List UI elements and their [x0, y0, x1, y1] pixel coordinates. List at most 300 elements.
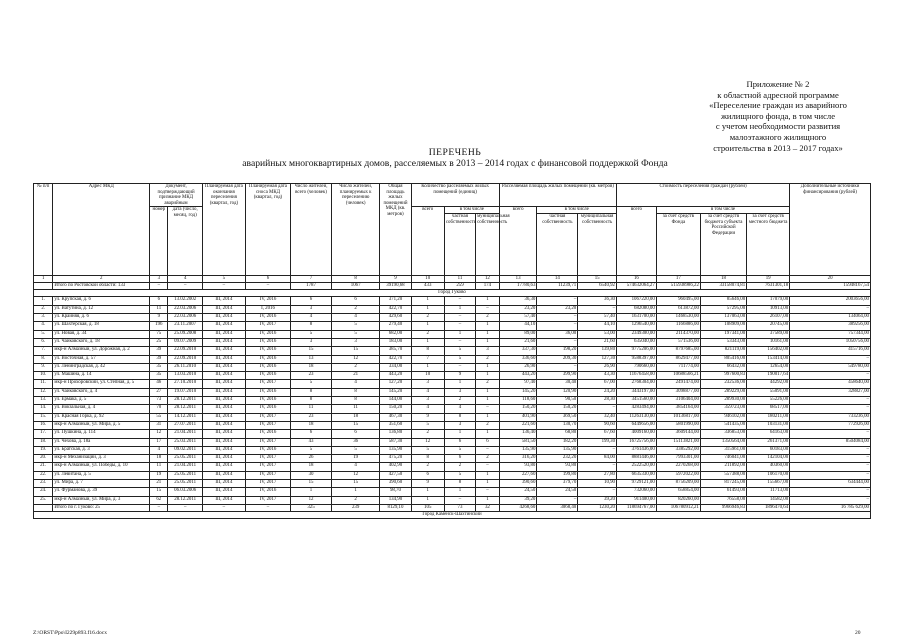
table-cell: 9.	[34, 363, 53, 371]
table-cell: 24,50	[537, 488, 578, 496]
header-area-private: частная собственность	[537, 213, 578, 275]
table-cell: 60183,00	[747, 446, 790, 454]
table-cell: –	[444, 363, 475, 371]
table-cell: 1230,20	[578, 504, 617, 512]
table-cell: 221,60	[499, 421, 537, 429]
table-row	[34, 405, 871, 413]
table-cell: –	[537, 363, 578, 371]
table-cell: –	[537, 297, 578, 305]
table-cell: ул. Ермака, д. 5	[53, 397, 150, 405]
table-cell: 199,80	[537, 471, 578, 479]
table-cell: –	[578, 463, 617, 471]
table-cell: 1	[444, 488, 475, 496]
table-cell: –	[537, 314, 578, 322]
table-cell: 199,30	[578, 438, 617, 446]
table-cell: 26107,00	[747, 314, 790, 322]
table-cell: 55226,00	[747, 397, 790, 405]
table-cell: 134064,00	[790, 314, 871, 322]
table-cell: 635040,00	[617, 338, 657, 346]
table-cell: 18	[291, 363, 332, 371]
table-cell: 8	[291, 388, 332, 396]
table-cell: 3106404,00	[656, 397, 700, 405]
table-cell	[34, 282, 53, 290]
header-residents: Число жителей, всего (человек)	[291, 184, 332, 276]
city-heading: Город Гуково	[34, 290, 871, 297]
table-cell: 8881446,00	[617, 455, 657, 463]
table-cell: 3068,40	[537, 504, 578, 512]
table-cell: 1	[444, 430, 475, 438]
header-area: Расселяемая площадь жилых помещений (кв. метров)	[499, 184, 616, 207]
table-cell: I, 2016	[245, 305, 290, 313]
table-cell: –	[578, 305, 617, 313]
header-demolish-date: Планируемая дата сноса МКД (квартал, год)	[245, 184, 290, 276]
table-cell: 2	[331, 496, 379, 504]
table-cell: 150,20	[380, 405, 411, 413]
table-cell: 389256,00	[790, 322, 871, 330]
table-cell: –	[476, 488, 500, 496]
table-cell: 19	[150, 471, 168, 479]
table-cell: 127,30	[578, 355, 617, 363]
table-cell: 371,20	[380, 297, 411, 305]
table-cell: –	[444, 496, 475, 504]
table-cell: III, 2014	[202, 372, 245, 380]
column-number: 17	[656, 275, 700, 282]
table-cell: 20.	[34, 455, 53, 463]
table-cell: –	[790, 397, 871, 405]
table-cell: 150,20	[499, 405, 537, 413]
table-cell: IV, 2016	[245, 430, 290, 438]
table-cell: 5	[331, 330, 379, 338]
table-cell: 581,50	[499, 438, 537, 446]
table-cell: 13.03.2010	[168, 372, 202, 380]
table-cell: 5	[291, 380, 332, 388]
table-cell: –	[790, 305, 871, 313]
table-cell: –	[790, 430, 871, 438]
table-cell: 6540,92	[578, 282, 617, 290]
table-cell: 98,70	[380, 488, 411, 496]
table-cell: –	[790, 405, 871, 413]
table-cell: 4268,60	[499, 504, 537, 512]
table-cell: 25	[150, 338, 168, 346]
table-cell: 134,90	[380, 496, 411, 504]
table-cell: 1296540,00	[617, 322, 657, 330]
table-cell: –	[245, 282, 290, 290]
table-cell: 75	[150, 330, 168, 338]
table-cell: 415716,00	[790, 347, 871, 355]
table-cell: 4009160,00	[617, 430, 657, 438]
footer-page-number: 20	[855, 630, 861, 636]
header-units: Количество расселяемых жилых помещений (единиц)	[411, 184, 499, 207]
table-cell: 289229,00	[700, 388, 746, 396]
table-cell: 145,20	[380, 388, 411, 396]
table-cell: 8756209,00	[656, 480, 700, 488]
table-cell: ул. Чайковского, д. 4	[53, 388, 150, 396]
table-cell: 73	[150, 397, 168, 405]
table-cell: 8	[331, 388, 379, 396]
table-cell: –	[150, 282, 168, 290]
table-cell: III, 2014	[202, 446, 245, 454]
table-cell: 4	[331, 463, 379, 471]
table-cell: 6	[291, 430, 332, 438]
table-cell: 3098877,00	[656, 388, 700, 396]
table-cell: 6.	[34, 338, 53, 346]
table-row	[34, 438, 871, 446]
table-cell: 6	[150, 297, 168, 305]
table-cell: 18	[331, 413, 379, 421]
table-cell: 9588397,00	[617, 355, 657, 363]
table-cell: 1	[444, 305, 475, 313]
table-cell: 21.04.2011	[168, 430, 202, 438]
table-cell: 10136817,00	[656, 413, 700, 421]
table-cell: 6	[331, 297, 379, 305]
table-cell: 22.09.2010	[168, 355, 202, 363]
column-number: 8	[331, 275, 379, 282]
table-cell: 427,50	[380, 471, 411, 479]
table-cell: 35	[150, 372, 168, 380]
table-cell: 1896470,64	[747, 504, 790, 512]
table-cell: 3451560,00	[617, 397, 657, 405]
table-cell: 27.10.2010	[168, 380, 202, 388]
table-row	[34, 388, 871, 396]
table-cell: 733236,00	[790, 413, 871, 421]
table-cell	[34, 504, 53, 512]
table-cell: 613872,00	[656, 305, 700, 313]
table-cell: 1	[411, 322, 444, 330]
table-cell: 8	[411, 455, 444, 463]
table-cell: 4	[331, 380, 379, 388]
header-cost-region: за счет средств бюджета субъекта Российской Федерации	[700, 213, 746, 275]
column-numbers-row	[34, 275, 871, 282]
table-cell: 337,30	[499, 347, 537, 355]
table-cell: 3761436,00	[617, 446, 657, 454]
table-cell: 2.	[34, 305, 53, 313]
table-cell: 757344,00	[790, 330, 871, 338]
table-cell: 32,40	[578, 413, 617, 421]
table-cell: 31	[150, 421, 168, 429]
table-cell: 25.03.2011	[168, 438, 202, 446]
table-cell: 3	[331, 338, 379, 346]
table-cell: 135,90	[499, 446, 537, 454]
table-cell: 120,90	[537, 388, 578, 396]
table-cell: 9775206,00	[617, 347, 657, 355]
table-cell: 772926,00	[790, 421, 871, 429]
table-cell: –	[168, 504, 202, 512]
table-cell: 10	[411, 372, 444, 380]
table-cell: IV, 2016	[245, 330, 290, 338]
table-cell: 8	[444, 413, 475, 421]
column-number: 2	[53, 275, 150, 282]
table-cell: 571536,00	[656, 338, 700, 346]
table-cell: 1	[476, 471, 500, 479]
table-cell: 09.02.2011	[168, 446, 202, 454]
table-cell: 658854,00	[656, 488, 700, 496]
table-cell: 12	[150, 430, 168, 438]
table-cell: 817245,00	[700, 480, 746, 488]
table-cell: 12	[291, 496, 332, 504]
table-cell: III, 2014	[202, 405, 245, 413]
table-cell: Итого по г. Гуково: 25	[53, 504, 150, 512]
table-cell: 9	[444, 372, 475, 380]
table-cell: 20745,00	[747, 322, 790, 330]
table-cell: III, 2014	[202, 430, 245, 438]
table-cell: 28,30	[578, 397, 617, 405]
table-cell: 21,60	[578, 338, 617, 346]
table-cell: 180211,00	[747, 413, 790, 421]
table-cell: III, 2014	[202, 355, 245, 363]
column-number: 16	[617, 275, 657, 282]
table-cell: 3	[291, 338, 332, 346]
table-cell: 549780,00	[790, 363, 871, 371]
table-cell: 13	[291, 355, 332, 363]
table-row	[34, 446, 871, 454]
table-cell: III, 2014	[202, 388, 245, 396]
table-cell: IV, 2017	[245, 463, 290, 471]
column-number: 5	[202, 275, 245, 282]
table-cell: 53,00	[578, 330, 617, 338]
table-cell: 3385292,00	[656, 446, 700, 454]
table-cell: 26,90	[578, 363, 617, 371]
table-cell: 118694767,00	[617, 504, 657, 512]
table-cell: 401,90	[499, 413, 537, 421]
table-cell: IV, 2017	[245, 380, 290, 388]
table-cell: IV, 2017	[245, 322, 290, 330]
table-cell: 14582,00	[747, 496, 790, 504]
table-cell: 279,40	[380, 322, 411, 330]
title-subheading: аварийных многоквартирных домов, расселяемых в 2013 – 2014 годах с финансовой поддержкой Фонда	[242, 158, 668, 169]
table-cell: III, 2014	[202, 363, 245, 371]
table-cell: 44,10	[499, 322, 537, 330]
city-row	[34, 512, 871, 519]
table-cell: 11.	[34, 380, 53, 388]
table-cell: 73	[444, 504, 475, 512]
table-cell: 1	[411, 338, 444, 346]
table-cell: 103131,00	[747, 421, 790, 429]
table-cell: 7631301,18	[747, 282, 790, 290]
table-cell: –	[790, 471, 871, 479]
table-cell: 25.	[34, 496, 53, 504]
table-cell: 106780912,21	[656, 504, 700, 512]
header-document: Документ, подтверждающий признание МКД аварийным	[150, 184, 203, 207]
table-cell: 587,30	[380, 438, 411, 446]
table-cell: 682080,00	[617, 305, 657, 313]
table-cell: 8	[444, 480, 475, 488]
table-cell: IV, 2016	[245, 347, 290, 355]
column-number: 19	[747, 275, 790, 282]
table-cell: мкр-н Алмазный, ул. Победы, д. 10	[53, 463, 150, 471]
table-cell: мкр-н Алмазный, ул. Мира, д. 5	[53, 421, 150, 429]
table-cell: 325	[291, 504, 332, 512]
table-cell: –	[790, 488, 871, 496]
table-cell: 13.	[34, 397, 53, 405]
table-cell: 2	[476, 314, 500, 322]
column-number: 13	[499, 275, 537, 282]
table-cell: 1	[476, 413, 500, 421]
table-cell: 2	[476, 380, 500, 388]
table-cell: 8629477,00	[656, 355, 700, 363]
table-cell: 1	[411, 297, 444, 305]
table-cell: –	[790, 455, 871, 463]
table-cell: 15	[150, 488, 168, 496]
table-cell: 1	[476, 496, 500, 504]
table-cell: 3854164,00	[656, 405, 700, 413]
table-cell: 1	[411, 305, 444, 313]
table-cell: 515938986,22	[656, 282, 700, 290]
table-cell: 13.02.2002	[168, 297, 202, 305]
table-cell: 18	[291, 463, 332, 471]
table-cell: –	[202, 504, 245, 512]
table-cell: 2768304,00	[617, 380, 657, 388]
table-cell: 790660,00	[617, 363, 657, 371]
table-cell: 11	[150, 305, 168, 313]
table-cell: –	[150, 504, 168, 512]
header-total-area: Общая площадь жилых помещений МКД (кв. метров)	[380, 184, 411, 276]
table-cell: 68,80	[537, 430, 578, 438]
table-cell: 289930,00	[700, 397, 746, 405]
table-cell: 997600,83	[700, 372, 746, 380]
table-cell: 351,60	[380, 421, 411, 429]
table-cell: 17	[150, 438, 168, 446]
header-resettle-date: Планируемая дата окончания переселения (квартал, год)	[202, 184, 245, 276]
table-cell: 5	[411, 446, 444, 454]
table-cell: ул. Восточная, д. 57	[53, 355, 150, 363]
table-row	[34, 355, 871, 363]
column-number: 14	[537, 275, 578, 282]
table-cell: IV, 2016	[245, 338, 290, 346]
table-cell: ул. Красная Горка, д. 92	[53, 413, 150, 421]
table-cell: IV, 2016	[245, 297, 290, 305]
table-cell: 64163,00	[747, 430, 790, 438]
table-cell: 399,90	[537, 372, 578, 380]
table-cell: 6	[444, 455, 475, 463]
table-cell: Итого по Ростовской области: 133	[53, 282, 150, 290]
table-cell: –	[444, 338, 475, 346]
table-cell: 150,20	[537, 405, 578, 413]
table-cell: 1166886,00	[656, 322, 700, 330]
table-cell: 106170,00	[747, 471, 790, 479]
header-cost-total: всего	[617, 207, 657, 276]
header-area-municipal: муниципальная собственность	[578, 213, 617, 275]
document-title	[150, 147, 760, 169]
table-cell: 12654,00	[747, 363, 790, 371]
column-number: 15	[578, 275, 617, 282]
table-cell: 422,70	[380, 305, 411, 313]
header-cost-local: за счет средств местного бюджета	[747, 213, 790, 275]
table-cell: –	[444, 322, 475, 330]
table-cell: IV, 2016	[245, 405, 290, 413]
table-cell: ул. Крупская, д. 6	[53, 297, 150, 305]
city-row	[34, 290, 871, 297]
table-cell: 5	[291, 446, 332, 454]
table-cell: 142104,00	[747, 455, 790, 463]
header-area-incl: в том числе	[537, 207, 617, 214]
table-cell: 55091,00	[747, 388, 790, 396]
table-cell: 316,20	[499, 455, 537, 463]
table-cell: –	[578, 405, 617, 413]
table-cell: 28.12.2011	[168, 397, 202, 405]
table-cell: 3	[291, 305, 332, 313]
table-cell: 232,20	[537, 455, 578, 463]
table-cell: 259	[444, 282, 475, 290]
table-cell: 24,50	[499, 488, 537, 496]
table-cell: 36,30	[578, 297, 617, 305]
table-cell: 5	[331, 446, 379, 454]
column-number: 10	[411, 275, 444, 282]
table-cell: 746041,00	[700, 455, 746, 463]
table-cell: 6	[411, 471, 444, 479]
table-cell: –	[537, 338, 578, 346]
table-cell: 182,20	[537, 438, 578, 446]
table-cell: 23.11.2007	[168, 322, 202, 330]
table-cell: 23.	[34, 480, 53, 488]
table-cell: 196	[150, 322, 168, 330]
table-cell: 467,30	[380, 413, 411, 421]
table-cell: 3	[411, 380, 444, 388]
table-cell: 11	[331, 405, 379, 413]
table-cell: 21	[331, 372, 379, 380]
table-cell: 174	[476, 282, 500, 290]
table-cell: 183,00	[380, 338, 411, 346]
table-cell: мкр-н Алмазный, ул. Мира, д. 3	[53, 496, 150, 504]
table-cell: 27	[150, 388, 168, 396]
column-number: 7	[291, 275, 332, 282]
table-cell: 57,40	[499, 314, 537, 322]
table-cell: 232536,00	[700, 380, 746, 388]
table-cell: III, 2014	[202, 438, 245, 446]
table-row	[34, 338, 871, 346]
table-row	[34, 413, 871, 421]
table-cell: 17.	[34, 430, 53, 438]
table-cell: ул. Новая, д. 34	[53, 330, 150, 338]
table-cell: 16725756,00	[617, 438, 657, 446]
table-cell: 2	[444, 463, 475, 471]
table-cell: 53343,00	[700, 338, 746, 346]
table-cell: III, 2014	[202, 330, 245, 338]
table-cell: 2	[331, 305, 379, 313]
table-row	[34, 496, 871, 504]
table-cell: 145,20	[499, 388, 537, 396]
table-cell: 4.	[34, 322, 53, 330]
table-cell: 19.	[34, 446, 53, 454]
table-cell: 26.11.2010	[168, 363, 202, 371]
table-cell: 40360,00	[747, 463, 790, 471]
table-cell: IV, 2016	[245, 363, 290, 371]
table-row	[34, 372, 871, 380]
table-cell: III, 2014	[202, 347, 245, 355]
table-cell: 429,60	[380, 314, 411, 322]
table-cell: 1067220,00	[617, 297, 657, 305]
table-cell: 16 785 629,00	[790, 504, 871, 512]
table-cell: 9	[150, 314, 168, 322]
table-cell: –	[537, 496, 578, 504]
table-cell: IV, 2016	[245, 397, 290, 405]
table-body	[34, 275, 871, 518]
header-units-private: частная собственность	[444, 213, 475, 275]
table-cell: 1	[476, 397, 500, 405]
table-cell: IV, 2017	[245, 496, 290, 504]
table-cell: IV, 2017	[245, 413, 290, 421]
table-cell: 39190,68	[380, 282, 411, 290]
table-cell: 24,20	[578, 388, 617, 396]
table-cell: 209,30	[537, 355, 578, 363]
table-cell: 5	[444, 471, 475, 479]
table-cell: 12.	[34, 388, 53, 396]
table-cell: 4	[444, 405, 475, 413]
table-cell: 17079,00	[747, 297, 790, 305]
table-cell: –	[790, 463, 871, 471]
table-cell: 93,80	[537, 463, 578, 471]
table-cell: 1	[411, 496, 444, 504]
table-cell: 5	[291, 330, 332, 338]
